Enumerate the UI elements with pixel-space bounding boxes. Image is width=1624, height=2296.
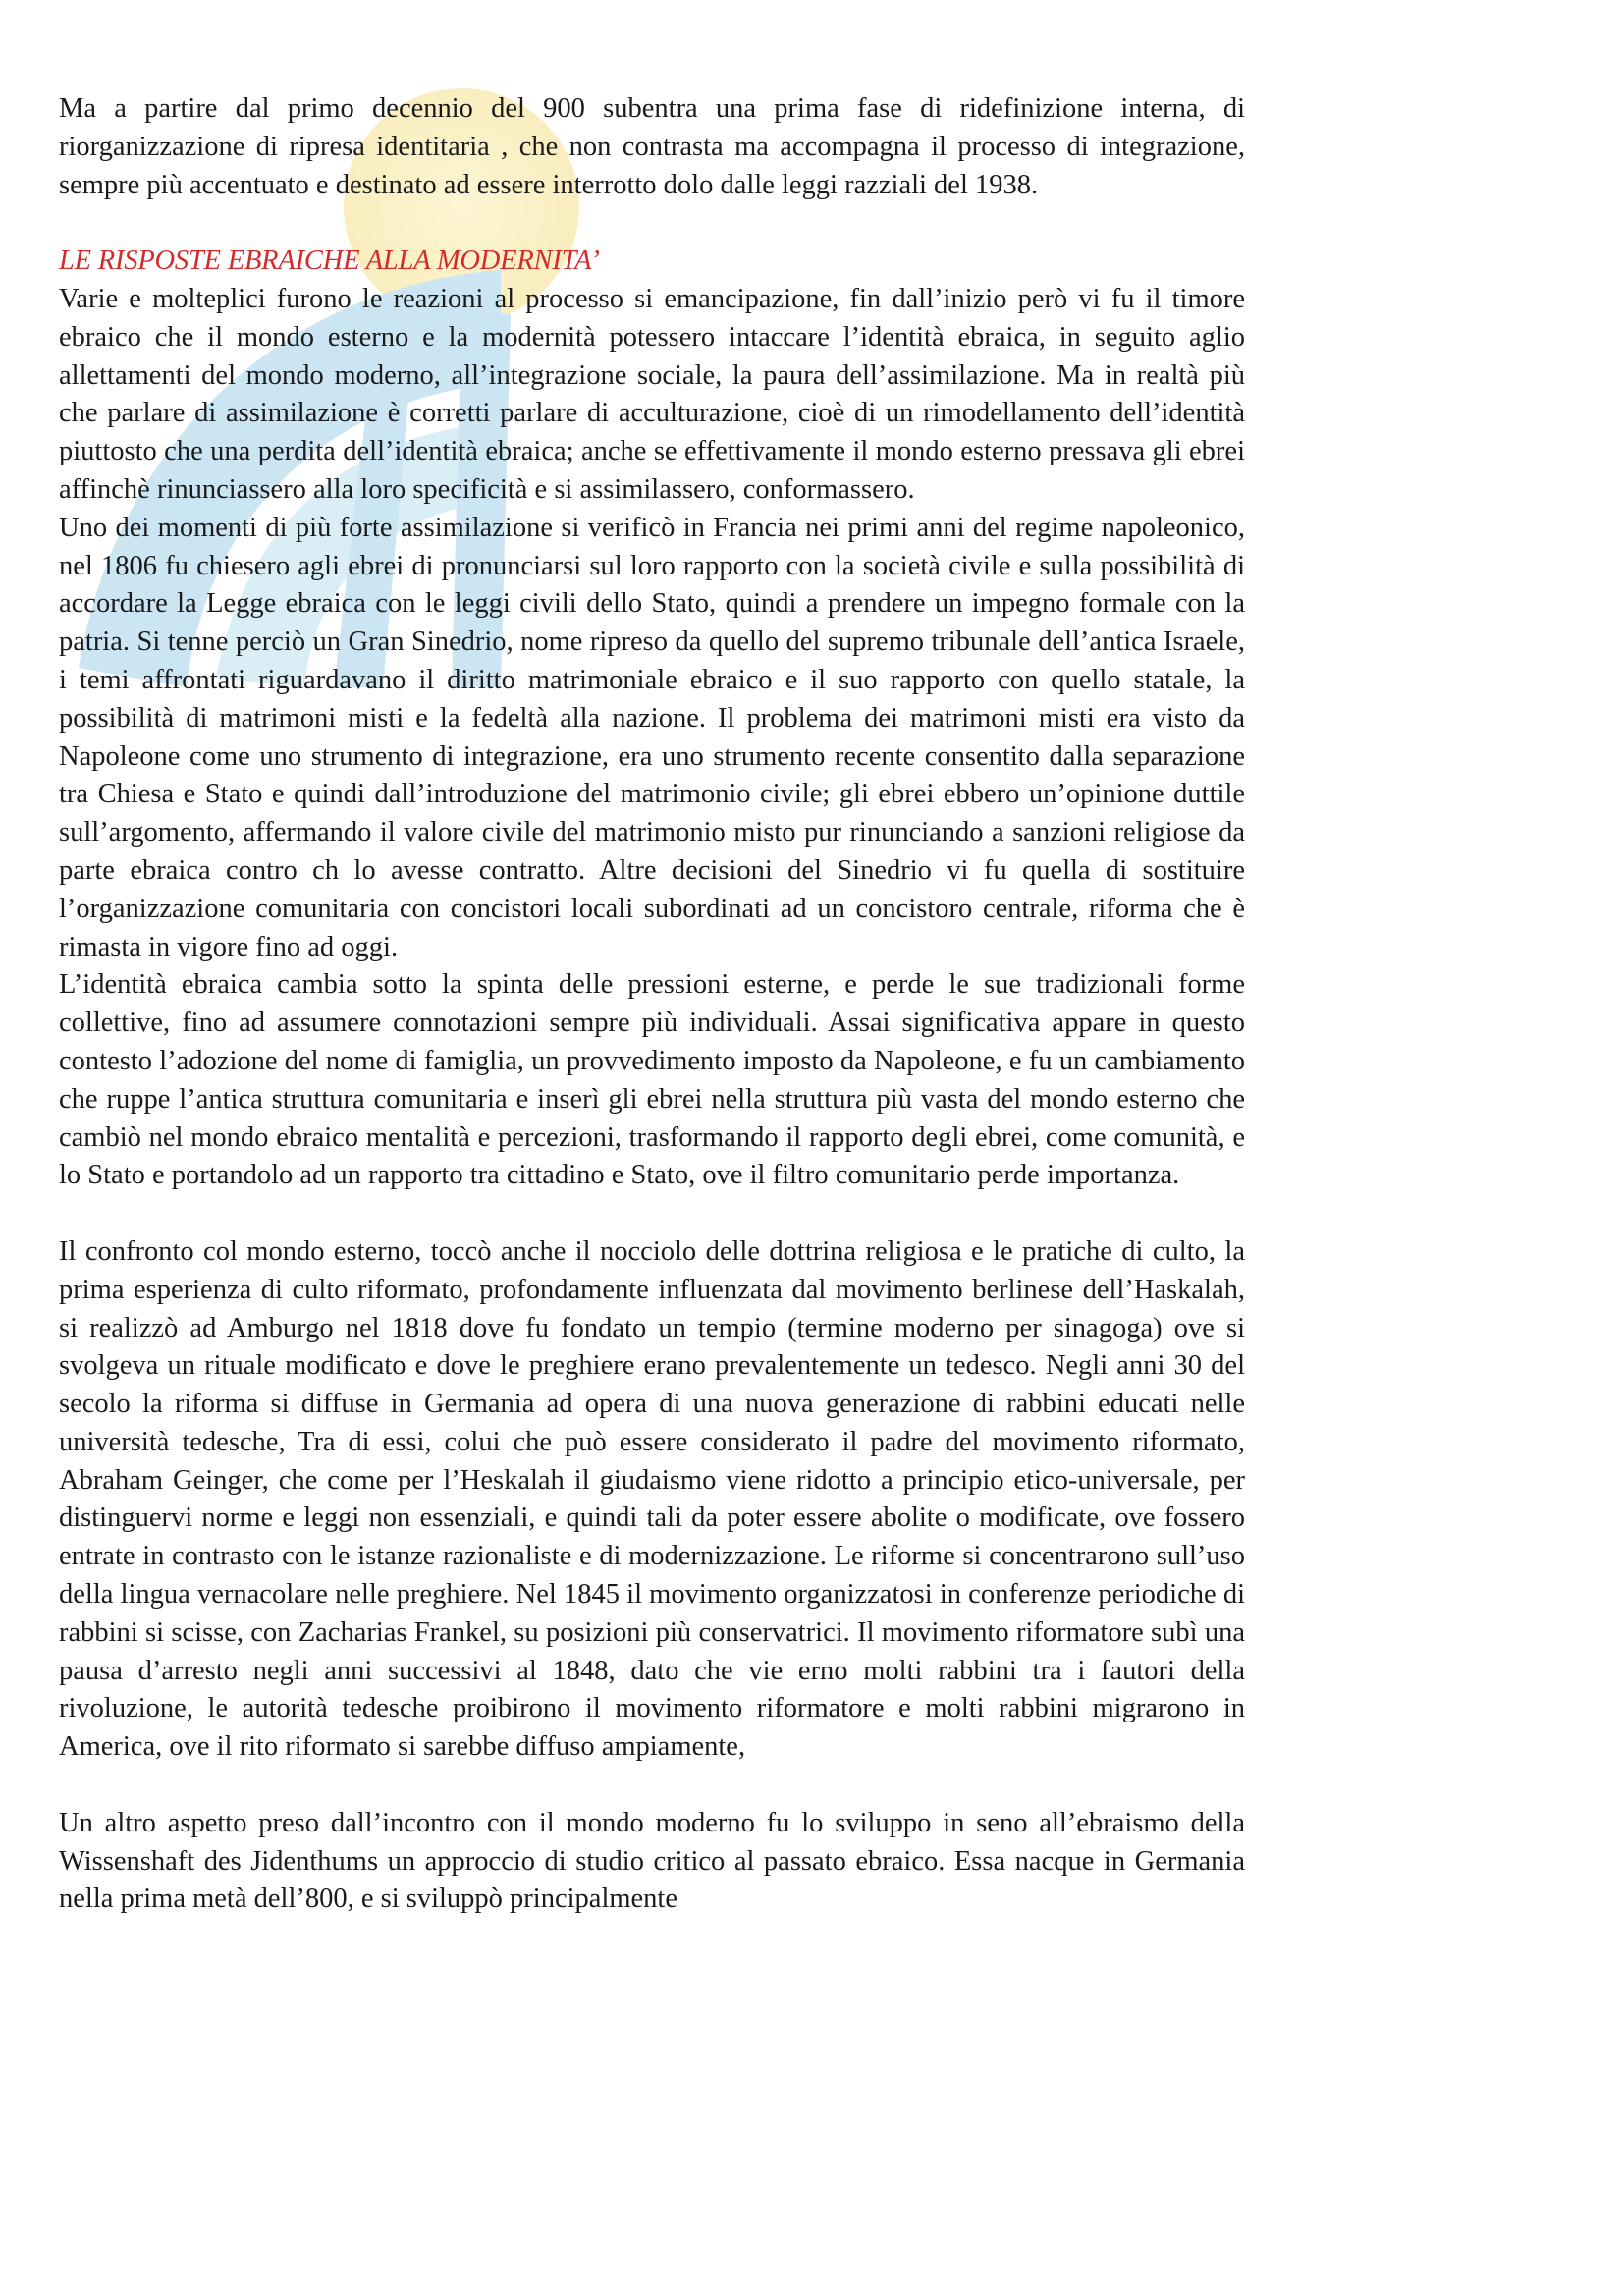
paragraph-spacer (59, 1195, 1245, 1233)
paragraph: Varie e molteplici furono le reazioni al processo si emancipazione, fin dall’inizio però vi fu il timore ebraico che il mondo esterno e la modernità potessero intaccare l’identità ebraica, in seguito aglio allettamenti del mondo moderno, all’integrazione sociale, la paura dell’assimilazione. Ma in realtà più che parlare di assimilazione è corretti parlare di acculturazione, cioè di un rimodellamento dell’identità piuttosto che una perdita dell’identità ebraica; anche se effettivamente il mondo esterno pressava gli ebrei affinchè rinunciassero alla loro specificità e si assimilassero, conformassero. (59, 283, 1245, 505)
document-page (59, 90, 1245, 1919)
section-heading: LE RISPOSTE EBRAICHE ALLA MODERNITA’ (59, 246, 600, 277)
paragraph: Un altro aspetto preso dall’incontro con il mondo moderno fu lo sviluppo in seno all’ebraismo della Wissenshaft des Jidenthums un approccio di studio critico al passato ebraico. Essa nacque in Germania nella prima metà dell’800, e si sviluppò principalmente (59, 1807, 1245, 1915)
paragraph: Uno dei momenti di più forte assimilazione si verificò in Francia nei primi anni del regime napoleonico, nel 1806 fu chiesero agli ebrei di pronunciarsi sul loro rapporto con la società civile e sulla possibilità di accordare la Legge ebraica con le leggi civili dello Stato, quindi a prendere un impegno formale con la patria. Si tenne perciò un Gran Sinedrio, nome ripreso da quello del supremo tribunale dell’antica Israele, i temi affrontati riguardavano il diritto matrimoniale ebraico e il suo rapporto con quello statale, la possibilità di matrimoni misti e la fedeltà alla nazione. Il problema dei matrimoni misti era visto da Napoleone come uno strumento di integrazione, era uno strumento recente consentito dalla separazione tra Chiesa e Stato e quindi dall’introduzione del matrimonio civile; gli ebrei ebbero un’opinione duttile sull’argomento, affermando il valore civile del matrimonio misto pur rinunciando a sanzioni religiose da parte ebraica contro ch lo avesse contratto. Altre decisioni del Sinedrio vi fu quella di sostituire l’organizzazione comunitaria con concistori locali subordinati ad un concistoro centrale, riforma che è rimasta in vigore fino ad oggi. (59, 512, 1245, 962)
paragraph: L’identità ebraica cambia sotto la spinta delle pressioni esterne, e perde le sue tradizionali forme collettive, fino ad assumere connotazioni sempre più individuali. Assai significativa appare in questo contesto l’adozione del nome di famiglia, un provvedimento imposto da Napoleone, e fu un cambiamento che ruppe l’antica struttura comunitaria e inserì gli ebrei nella struttura più vasta del mondo esterno che cambiò nel mondo ebraico mentalità e percezioni, trasformando il rapporto degli ebrei, come comunità, e lo Stato e portandolo ad un rapporto tra cittadino e Stato, ove il filtro comunitario perde importanza. (59, 969, 1245, 1191)
paragraph-spacer (59, 204, 1245, 243)
paragraph-spacer (59, 1767, 1245, 1805)
paragraph: Il confronto col mondo esterno, toccò anche il nocciolo delle dottrina religiosa e le pratiche di culto, la prima esperienza di culto riformato, profondamente influenzata dal movimento berlinese dell’Haskalah, si realizzò ad Amburgo nel 1818 dove fu fondato un tempio (termine moderno per sinagoga) ove si svolgeva un rituale modificato e dove le preghiere erano prevalentemente un tedesco. Negli anni 30 del secolo la riforma si diffuse in Germania ad opera di una nuova generazione di rabbini educati nelle università tedesche, Tra di essi, colui che può essere considerato il padre del movimento riformato, Abraham Geinger, che come per l’Heskalah il giudaismo viene ridotto a principio etico-universale, per distinguervi norme e leggi non essenziali, e quindi tali da poter essere abolite o modificate, ove fossero entrate in contrasto con le istanze razionaliste e di modernizzazione. Le riforme si concentrarono sull’uso della lingua vernacolare nelle preghiere. Nel 1845 il movimento organizzatosi in conferenze periodiche di rabbini si scisse, con Zacharias Frankel, su posizioni più conservatrici. Il movimento riformatore subì una pausa d’arresto negli anni successivi al 1848, dato che vie erno molti rabbini tra i fautori della rivoluzione, le autorità tedesche proibirono il movimento riformatore e molti rabbini migrarono in America, ove il rito riformato si sarebbe diffuso ampiamente, (59, 1235, 1245, 1763)
intro-paragraph: Ma a partire dal primo decennio del 900 subentra una prima fase di ridefinizione interna, di riorganizzazione di ripresa identitaria , che non contrasta ma accompagna il processo di integrazione, sempre più accentuato e destinato ad essere interrotto dolo dalle leggi razziali del 1938. (59, 93, 1245, 200)
